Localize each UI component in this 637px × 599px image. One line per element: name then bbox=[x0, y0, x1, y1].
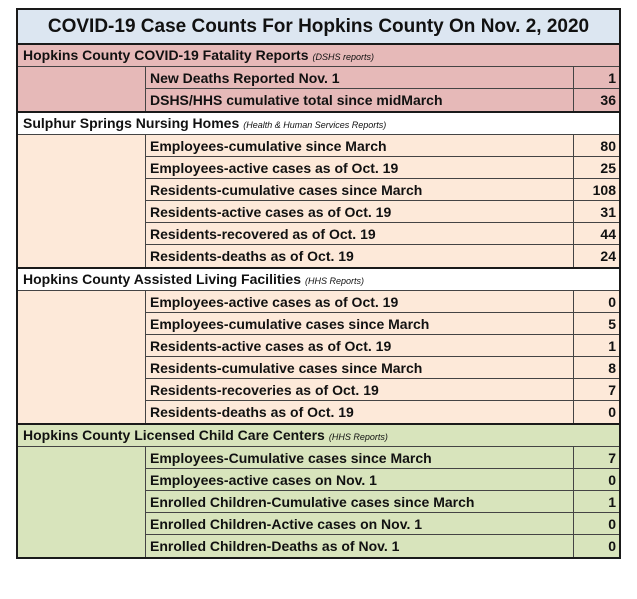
section-body-assisted-living bbox=[18, 291, 619, 425]
table-row bbox=[146, 179, 619, 201]
table-row bbox=[146, 135, 619, 157]
section-heading-text: Hopkins County COVID-19 Fatality Reports bbox=[23, 47, 309, 63]
table-row bbox=[146, 447, 619, 469]
table-row bbox=[146, 469, 619, 491]
table-row bbox=[146, 223, 619, 245]
row-value: 1 bbox=[573, 335, 619, 356]
row-label: Residents-deaths as of Oct. 19 bbox=[150, 248, 354, 264]
indent-cell bbox=[18, 67, 146, 111]
row-label: Employees-cumulative since March bbox=[150, 138, 387, 154]
row-label: Employees-active cases on Nov. 1 bbox=[150, 472, 377, 488]
table-row bbox=[146, 357, 619, 379]
section-heading-text: Hopkins County Assisted Living Facilities bbox=[23, 271, 301, 287]
table-title: COVID-19 Case Counts For Hopkins County On Nov. 2, 2020 bbox=[18, 10, 619, 45]
section-body-nursing-homes bbox=[18, 135, 619, 269]
section-source-note: (DSHS reports) bbox=[312, 52, 374, 62]
row-value: 7 bbox=[573, 379, 619, 400]
table-row bbox=[146, 335, 619, 357]
row-value: 31 bbox=[573, 201, 619, 222]
row-value: 24 bbox=[573, 245, 619, 267]
row-value: 1 bbox=[573, 67, 619, 88]
row-label: Residents-deaths as of Oct. 19 bbox=[150, 404, 354, 420]
row-label: Enrolled Children-Active cases on Nov. 1 bbox=[150, 516, 423, 532]
row-label: Residents-cumulative cases since March bbox=[150, 360, 423, 376]
row-value: 1 bbox=[573, 491, 619, 512]
table-row bbox=[146, 513, 619, 535]
section-heading-text: Sulphur Springs Nursing Homes bbox=[23, 115, 240, 131]
table-row bbox=[146, 67, 619, 89]
row-label: Employees-cumulative cases since March bbox=[150, 316, 430, 332]
section-heading-child-care bbox=[18, 425, 619, 447]
row-label: Residents-active cases as of Oct. 19 bbox=[150, 204, 392, 220]
table-row bbox=[146, 89, 619, 111]
indent-cell bbox=[18, 135, 146, 267]
covid-case-count-table bbox=[16, 8, 621, 559]
row-value: 108 bbox=[573, 179, 619, 200]
section-source-note: (Health & Human Services Reports) bbox=[243, 120, 387, 130]
row-label: Residents-recoveries as of Oct. 19 bbox=[150, 382, 379, 398]
section-source-note: (HHS Reports) bbox=[304, 276, 364, 286]
row-value: 0 bbox=[573, 401, 619, 423]
table-row bbox=[146, 535, 619, 557]
row-value: 0 bbox=[573, 513, 619, 534]
row-label: Residents-recovered as of Oct. 19 bbox=[150, 226, 376, 242]
row-value: 25 bbox=[573, 157, 619, 178]
row-label: Enrolled Children-Deaths as of Nov. 1 bbox=[150, 538, 400, 554]
table-row bbox=[146, 201, 619, 223]
row-label: Residents-cumulative cases since March bbox=[150, 182, 423, 198]
row-value: 0 bbox=[573, 535, 619, 557]
table-row bbox=[146, 401, 619, 423]
section-body-fatality-reports bbox=[18, 67, 619, 113]
row-label: Residents-active cases as of Oct. 19 bbox=[150, 338, 392, 354]
row-value: 7 bbox=[573, 447, 619, 468]
section-heading-assisted-living bbox=[18, 269, 619, 291]
table-row bbox=[146, 245, 619, 267]
section-body-child-care bbox=[18, 447, 619, 557]
row-label: Enrolled Children-Cumulative cases since March bbox=[150, 494, 475, 510]
indent-cell bbox=[18, 447, 146, 557]
section-heading-fatality-reports bbox=[18, 45, 619, 67]
row-label: Employees-Cumulative cases since March bbox=[150, 450, 432, 466]
indent-cell bbox=[18, 291, 146, 423]
row-value: 8 bbox=[573, 357, 619, 378]
table-row bbox=[146, 291, 619, 313]
section-heading-text: Hopkins County Licensed Child Care Centers bbox=[23, 427, 325, 443]
table-row bbox=[146, 491, 619, 513]
row-value: 0 bbox=[573, 469, 619, 490]
table-row bbox=[146, 379, 619, 401]
row-label: Employees-active cases as of Oct. 19 bbox=[150, 160, 399, 176]
row-label: Employees-active cases as of Oct. 19 bbox=[150, 294, 399, 310]
table-row bbox=[146, 313, 619, 335]
section-heading-nursing-homes bbox=[18, 113, 619, 135]
table-row bbox=[146, 157, 619, 179]
row-value: 0 bbox=[573, 291, 619, 312]
row-label: DSHS/HHS cumulative total since midMarch bbox=[150, 92, 443, 108]
row-value: 5 bbox=[573, 313, 619, 334]
row-value: 44 bbox=[573, 223, 619, 244]
row-value: 36 bbox=[573, 89, 619, 111]
section-source-note: (HHS Reports) bbox=[328, 432, 388, 442]
row-label: New Deaths Reported Nov. 1 bbox=[150, 70, 340, 86]
row-value: 80 bbox=[573, 135, 619, 156]
